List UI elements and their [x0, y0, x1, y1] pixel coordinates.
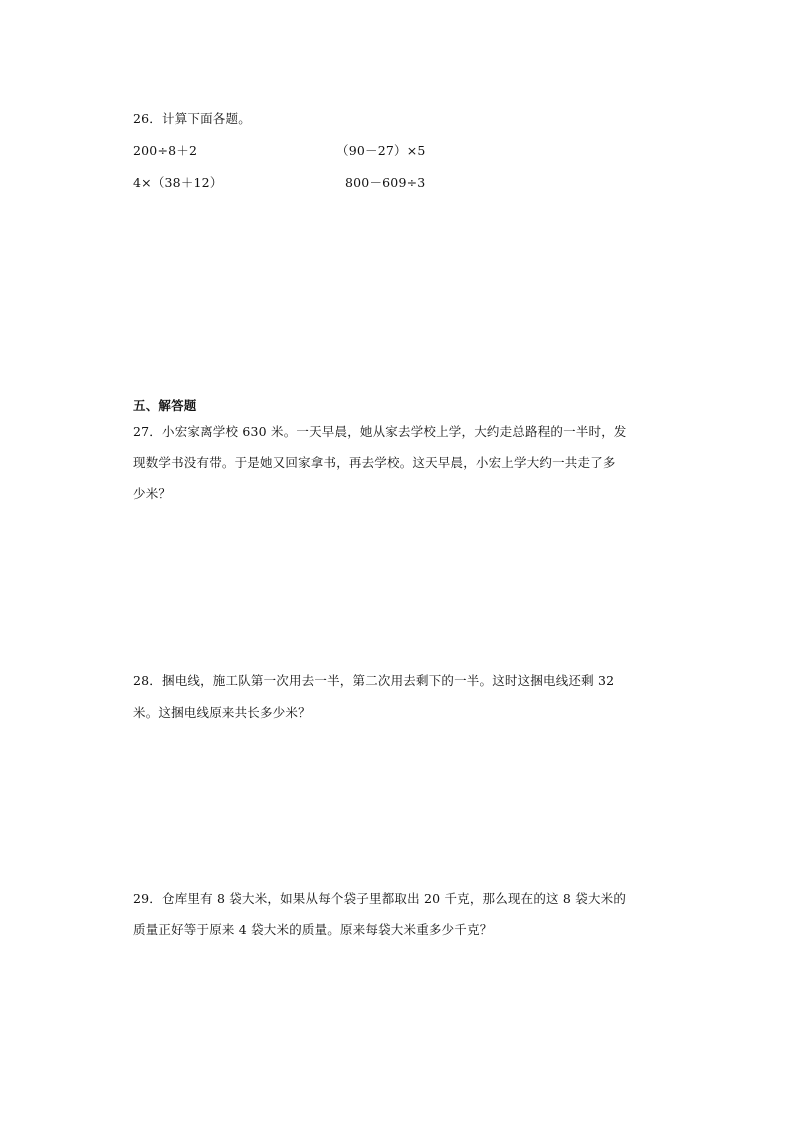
q26-expression-3: 4×（38＋12）: [133, 175, 223, 190]
q27-line-3: 少米？: [133, 486, 172, 501]
q26-title: 26．计算下面各题。: [133, 111, 251, 126]
q26-expression-4: 800－609÷3: [345, 175, 426, 190]
q27-line-2: 现数学书没有带。于是她又回家拿书，再去学校。这天早晨，小宏上学大约一共走了多: [133, 455, 616, 470]
q29-line-1: 29．仓库里有 8 袋大米，如果从每个袋子里都取出 20 千克，那么现在的这 8 袋大米的: [133, 891, 627, 906]
q28-line-1: 28．捆电线，施工队第一次用去一半，第二次用去剩下的一半。这时这捆电线还剩 32: [133, 673, 615, 688]
q26-expression-1: 200÷8＋2: [133, 143, 198, 158]
section-heading: 五、解答题: [133, 398, 197, 413]
q27-line-1: 27．小宏家离学校 630 米。一天早晨，她从家去学校上学，大约走总路程的一半时，发: [133, 424, 627, 439]
q28-line-2: 米。这捆电线原来共长多少米？: [133, 705, 311, 720]
q26-expression-2: （90－27）×5: [336, 143, 426, 158]
q29-line-2: 质量正好等于原来 4 袋大米的质量。原来每袋大米重多少千克？: [133, 922, 493, 937]
